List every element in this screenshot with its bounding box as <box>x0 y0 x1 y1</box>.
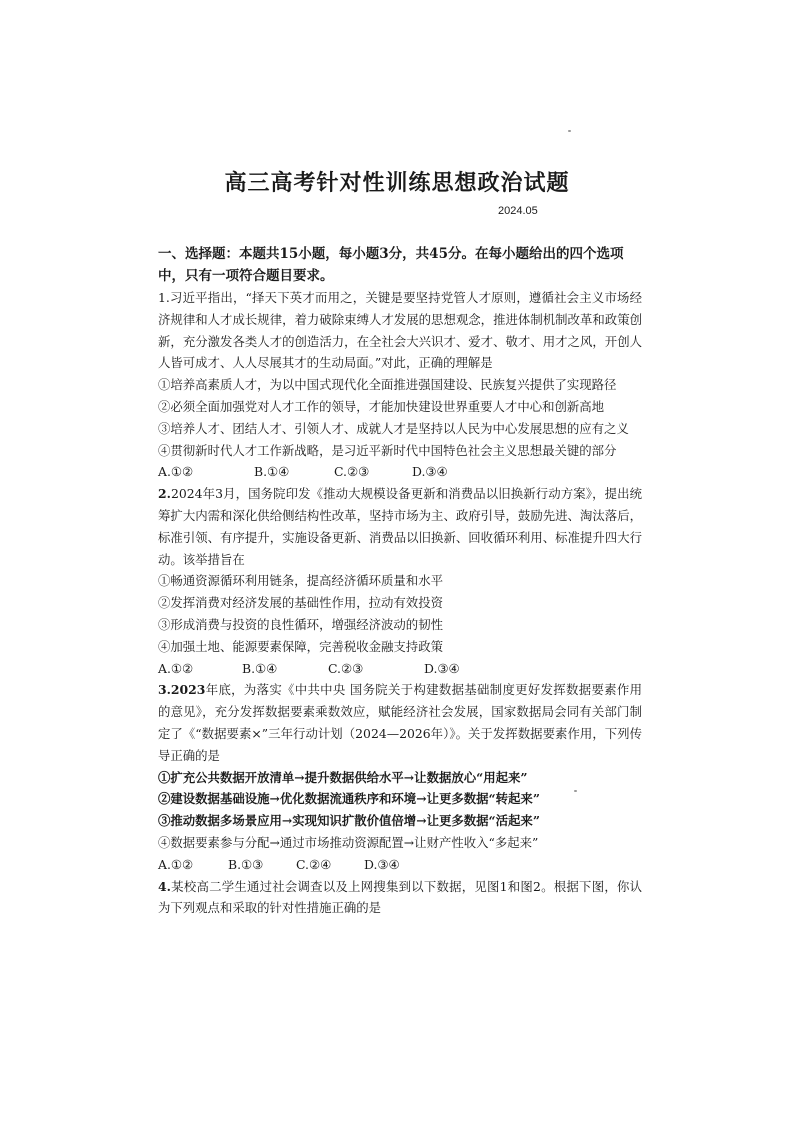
question-3-option-1: ①扩充公共数据开放清单→提升数据供给水平→让数据放心“用起来” <box>158 769 528 785</box>
page-title: 高三高考针对性训练思想政治试题 <box>224 170 570 196</box>
answer-choice-c[interactable]: C.②④ <box>296 856 332 872</box>
question-1-option-1: ①培养高素质人才，为以中国式现代化全面推进强国建设、民族复兴提供了实现路径 <box>158 377 617 393</box>
scan-speck <box>568 130 571 132</box>
question-4 <box>158 876 642 920</box>
question-3-number: 3.2023 <box>158 682 206 698</box>
question-4-body: 某校高二学生通过社会调查以及上网搜集到以下数据，见图1和图2。根据下图，你认为下列观点和采取的针对性措施正确的是 <box>158 878 642 916</box>
answer-choice-b[interactable]: B.①④ <box>242 660 278 676</box>
question-2-option-1: ①畅通资源循环利用链条，提高经济循环质量和水平 <box>158 573 443 589</box>
section-header: 一、选择题：本题共15小题，每小题3分，共45分。在每小题给出的四个选项中，只有一项符合题目要求。 <box>158 246 624 284</box>
answer-choice-b[interactable]: B.①③ <box>228 856 264 872</box>
question-3-text <box>158 679 642 766</box>
answer-choice-a[interactable]: A.①② <box>158 464 194 480</box>
question-2-text <box>158 483 642 570</box>
question-1-answer-choices <box>158 461 642 483</box>
exam-date: 2024.05 <box>498 205 538 217</box>
question-2 <box>158 483 642 679</box>
question-1 <box>158 287 642 483</box>
question-3-option-3: ③推动数据多场景应用→实现知识扩散价值倍增→让更多数据“活起来” <box>158 813 540 829</box>
question-2-option-4: ④加强土地、能源要素保障，完善税收金融支持政策 <box>158 638 443 654</box>
question-1-text: 1.习近平指出，“择天下英才而用之，关键是要坚持党管人才原则，遵循社会主义市场经济规律和人才成长规律，着力破除束缚人才发展的思想观念，推进体制机制改革和政策创新，充分激发各类人才的创造活力，在全社会大兴识才、爱才、敬才、用才之风，开创人人皆可成才、人人尽展其才的生动局面。”对此，正确的理解是 <box>158 290 642 371</box>
question-3-option-4: ④数据要素参与分配→通过市场推动资源配置→让财产性收入“多起来” <box>158 834 539 850</box>
answer-choice-c[interactable]: C.②③ <box>334 464 370 480</box>
question-2-option-3: ③形成消费与投资的良性循环，增强经济波动的韧性 <box>158 616 443 632</box>
question-2-number: 2. <box>158 486 171 502</box>
question-1-option-4: ④贯彻新时代人才工作新战略，是习近平新时代中国特色社会主义思想最关键的部分 <box>158 442 617 458</box>
question-2-answer-choices <box>158 658 642 680</box>
question-3 <box>158 679 642 875</box>
answer-choice-d[interactable]: D.③④ <box>364 856 400 872</box>
question-3-answer-choices <box>158 854 642 876</box>
question-3-option-2: ②建设数据基础设施→优化数据流通秩序和环境→让更多数据“转起来” <box>158 791 540 807</box>
exam-content <box>158 243 642 919</box>
answer-choice-d[interactable]: D.③④ <box>412 464 448 480</box>
scan-speck <box>574 790 577 792</box>
question-1-option-3: ③培养人才、团结人才、引领人才、成就人才是坚持以人民为中心发展思想的应有之义 <box>158 420 629 436</box>
question-1-option-2: ②必须全面加强党对人才工作的领导，才能加快建设世界重要人才中心和创新高地 <box>158 398 605 414</box>
answer-choice-b[interactable]: B.①④ <box>254 464 290 480</box>
answer-choice-d[interactable]: D.③④ <box>424 660 460 676</box>
question-4-number: 4. <box>158 878 171 894</box>
answer-choice-c[interactable]: C.②③ <box>328 660 364 676</box>
question-3-body: 年底，为落实《中共中央 国务院关于构建数据基础制度更好发挥数据要素作用的意见》，充分发挥数据要素乘数效应，赋能经济社会发展，国家数据局会同有关部门制定了《“数据要素×”三年行动计划（2024—2026年）》。关于发挥数据要素作用，下列传导正确的是 <box>158 682 642 763</box>
question-2-option-2: ②发挥消费对经济发展的基础性作用，拉动有效投资 <box>158 595 443 611</box>
answer-choice-a[interactable]: A.①② <box>158 660 194 676</box>
question-2-body: 2024年3月，国务院印发《推动大规模设备更新和消费品以旧换新行动方案》，提出统筹扩大内需和深化供给侧结构性改革，坚持市场为主、政府引导，鼓励先进、淘汰落后，标准引领、有序提升，实施设备更新、消费品以旧换新、回收循环利用、标准提升四大行动。该举措旨在 <box>158 486 642 567</box>
answer-choice-a[interactable]: A.①② <box>158 856 194 872</box>
question-4-text <box>158 876 642 920</box>
